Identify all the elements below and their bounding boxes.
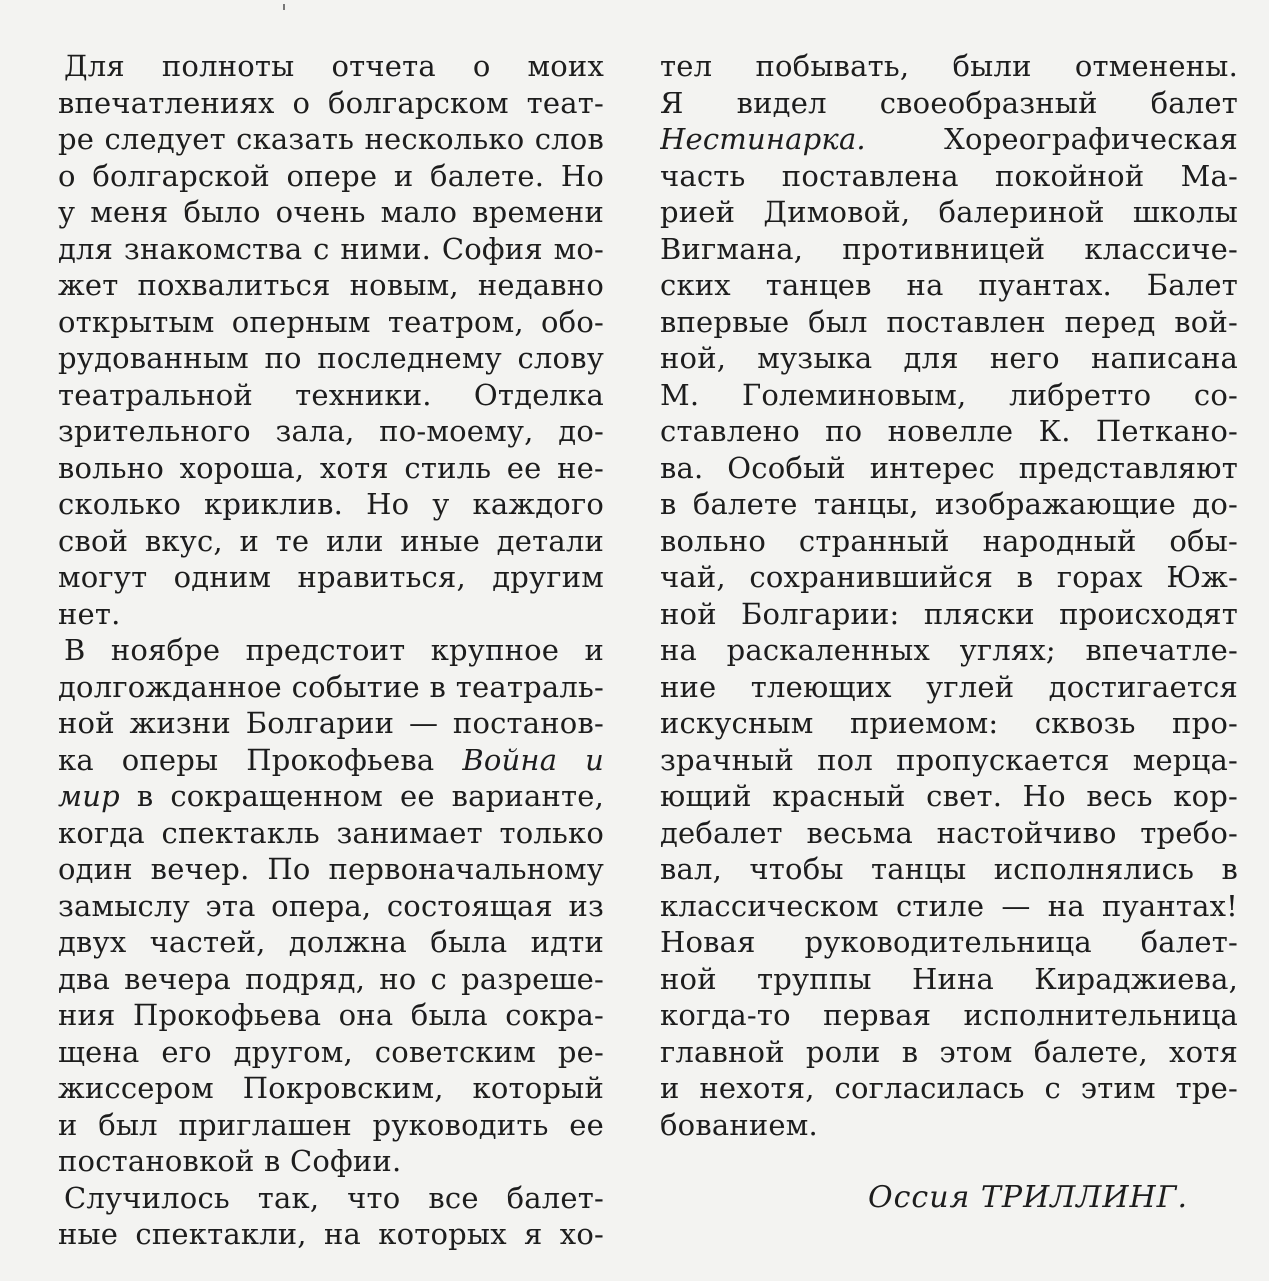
text-line: открытым оперным театром, обо- xyxy=(58,304,604,339)
text-line: когда спектакль занимает только xyxy=(58,815,604,850)
text-line: искусным приемом: сквозь про- xyxy=(660,706,1238,740)
text-line: бованием. xyxy=(660,1107,818,1142)
text-line: Для полноты отчета о моих xyxy=(64,49,604,83)
italic-title: мир xyxy=(58,779,120,813)
text-line: главной роли в этом балете, хотя xyxy=(660,1034,1238,1069)
text-line: ре следует сказать несколько слов xyxy=(58,122,604,156)
text-line: В ноябре предстоит крупное и xyxy=(64,633,604,667)
text-line: часть поставлена покойной Ма- xyxy=(660,158,1238,193)
right-column xyxy=(660,48,1238,1143)
text-line: Вигмана, противницей классиче- xyxy=(660,231,1238,266)
text-line: ной труппы Нина Кираджиева, xyxy=(660,961,1238,996)
text-line: сколько криклив. Но у каждого xyxy=(58,487,604,521)
text-line: двух частей, должна была идти xyxy=(58,925,604,959)
text-line: ских танцев на пуантах. Балет xyxy=(660,268,1238,302)
text-line: замыслу эта опера, состоящая из xyxy=(58,888,604,923)
text-line: ной, музыка для него написана xyxy=(660,341,1238,375)
text-line: вал, чтобы танцы исполнялись в xyxy=(660,852,1238,886)
text-line: театральной техники. Отделка xyxy=(58,377,604,412)
text-line xyxy=(660,121,1238,158)
text-line: Случилось так, что все балет- xyxy=(64,1180,604,1215)
text-line: нет. xyxy=(58,596,121,631)
text-line: долгожданное событие в театраль- xyxy=(58,669,604,704)
scan-mark xyxy=(283,4,285,10)
text-line: тел побывать, были отменены. xyxy=(660,49,1238,83)
text-line: когда-то первая исполнительница xyxy=(660,998,1238,1032)
text-segment: ка оперы Прокофьева xyxy=(58,742,435,777)
text-line: у меня было очень мало времени xyxy=(58,195,604,229)
text-line: щена его другом, советским ре- xyxy=(58,1034,604,1069)
text-line: свой вкус, и те или иные детали xyxy=(58,523,604,558)
text-line: классическом стиле — на пуантах! xyxy=(660,888,1238,923)
text-line: жет похвалиться новым, недавно xyxy=(58,268,604,302)
text-line: ные спектакли, на которых я хо- xyxy=(58,1217,604,1251)
text-line: впервые был поставлен перед вой- xyxy=(660,304,1238,339)
text-line: ния Прокофьева она была сокра- xyxy=(58,998,604,1032)
text-line: дебалет весьма настойчиво требо- xyxy=(660,815,1238,850)
text-line: и был приглашен руководить ее xyxy=(58,1107,604,1142)
text-line: ва. Особый интерес представляют xyxy=(660,450,1238,485)
text-line xyxy=(58,742,604,779)
text-line: рией Димовой, балериной школы xyxy=(660,195,1238,229)
text-line: впечатлениях о болгарском теат- xyxy=(58,85,604,120)
text-line: на раскаленных углях; впечатле- xyxy=(660,633,1238,667)
text-line: о болгарской опере и балете. Но xyxy=(58,158,604,193)
text-line: зрачный пол пропускается мерца- xyxy=(660,742,1238,777)
author-signature: Оссия ТРИЛЛИНГ. xyxy=(868,1180,1189,1215)
italic-title: Война и xyxy=(462,742,604,777)
text-line: постановкой в Софии. xyxy=(58,1144,402,1178)
text-line xyxy=(58,778,604,815)
text-line: чай, сохранившийся в горах Юж- xyxy=(660,560,1238,594)
text-line: вольно странный народный обы- xyxy=(660,523,1238,558)
text-line: ной жизни Болгарии — постанов- xyxy=(58,706,604,740)
text-line: в балете танцы, изображающие до- xyxy=(660,487,1238,521)
text-line: ющий красный свет. Но весь кор- xyxy=(660,779,1238,813)
text-line: ной Болгарии: пляски происходят xyxy=(660,596,1238,631)
text-line: Новая руководительница балет- xyxy=(660,925,1238,959)
text-line: и нехотя, согласилась с этим тре- xyxy=(660,1071,1238,1105)
text-line: жиссером Покровским, который xyxy=(58,1071,604,1105)
text-line: вольно хороша, хотя стиль ее не- xyxy=(58,450,604,485)
text-line: могут одним нравиться, другим xyxy=(58,560,604,594)
text-line: ставлено по новелле К. Петкано- xyxy=(660,414,1238,448)
text-line: два вечера подряд, но с разреше- xyxy=(58,961,604,996)
text-segment: в сокращенном ее варианте, xyxy=(136,779,604,813)
italic-title: Нестинарка. xyxy=(660,122,866,156)
text-line: для знакомства с ними. София мо- xyxy=(58,231,604,266)
left-column xyxy=(58,48,604,1253)
text-line: один вечер. По первоначальному xyxy=(58,852,604,886)
text-line: зрительного зала, по-моему, до- xyxy=(58,414,604,448)
text-line: ние тлеющих углей достигается xyxy=(660,669,1238,704)
text-segment: Хореографическая xyxy=(944,122,1238,156)
text-line: рудованным по последнему слову xyxy=(58,341,604,375)
text-line: М. Големиновым, либретто со- xyxy=(660,377,1238,412)
text-line: Я видел своеобразный балет xyxy=(660,85,1238,120)
